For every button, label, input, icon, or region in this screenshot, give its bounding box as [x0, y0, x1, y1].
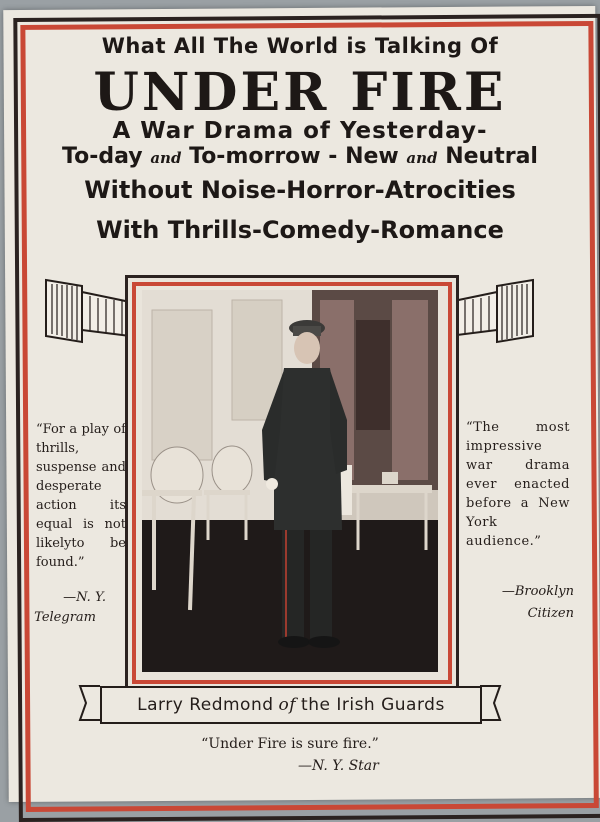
poster-tagline: What All The World is Talking Of: [101, 34, 499, 58]
caption-left-bracket: [76, 682, 102, 724]
subtitle-2-part-a: To-day: [62, 144, 143, 169]
subtitle-2-part-b: To-morrow - New: [189, 144, 399, 169]
poster-subtitle-2: [0, 144, 600, 169]
caption-name: Larry Redmond: [137, 695, 274, 715]
subtitle-2-and-2: and: [406, 149, 438, 167]
left-quote-source-line-1: —N. Y.: [63, 590, 106, 605]
left-press-quote: “For a play of thrills, suspense and desperate action its equal is not likelyto be found.”: [36, 422, 126, 570]
subtitle-2-part-c: Neutral: [445, 144, 538, 169]
right-quote-source-line-2: Citizen: [527, 606, 574, 621]
poster-subtitle-4: With Thrills-Comedy-Romance: [96, 216, 504, 244]
poster-title: UNDER FIRE: [93, 62, 507, 123]
left-ribbon-ornament: [42, 272, 134, 354]
poster-subtitle-1: A War Drama of Yesterday-: [112, 118, 488, 144]
bottom-press-quote: “Under Fire is sure fire.”: [201, 736, 379, 752]
photo-frame: [125, 275, 459, 691]
caption-of: of: [278, 695, 297, 715]
right-press-quote: “The most impressive war drama ever enacted before a New York audience.”: [466, 420, 570, 549]
officer-photograph: [142, 290, 438, 672]
caption-unit: the Irish Guards: [301, 695, 445, 715]
photo-caption: [100, 686, 482, 724]
right-quote-source-line-1: —Brooklyn: [501, 584, 574, 599]
poster-subtitle-3: Without Noise-Horror-Atrocities: [84, 176, 516, 204]
subtitle-2-and-1: and: [150, 149, 182, 167]
left-quote-source-line-2: Telegram: [34, 610, 96, 625]
bottom-quote-source: —N. Y. Star: [298, 758, 379, 774]
